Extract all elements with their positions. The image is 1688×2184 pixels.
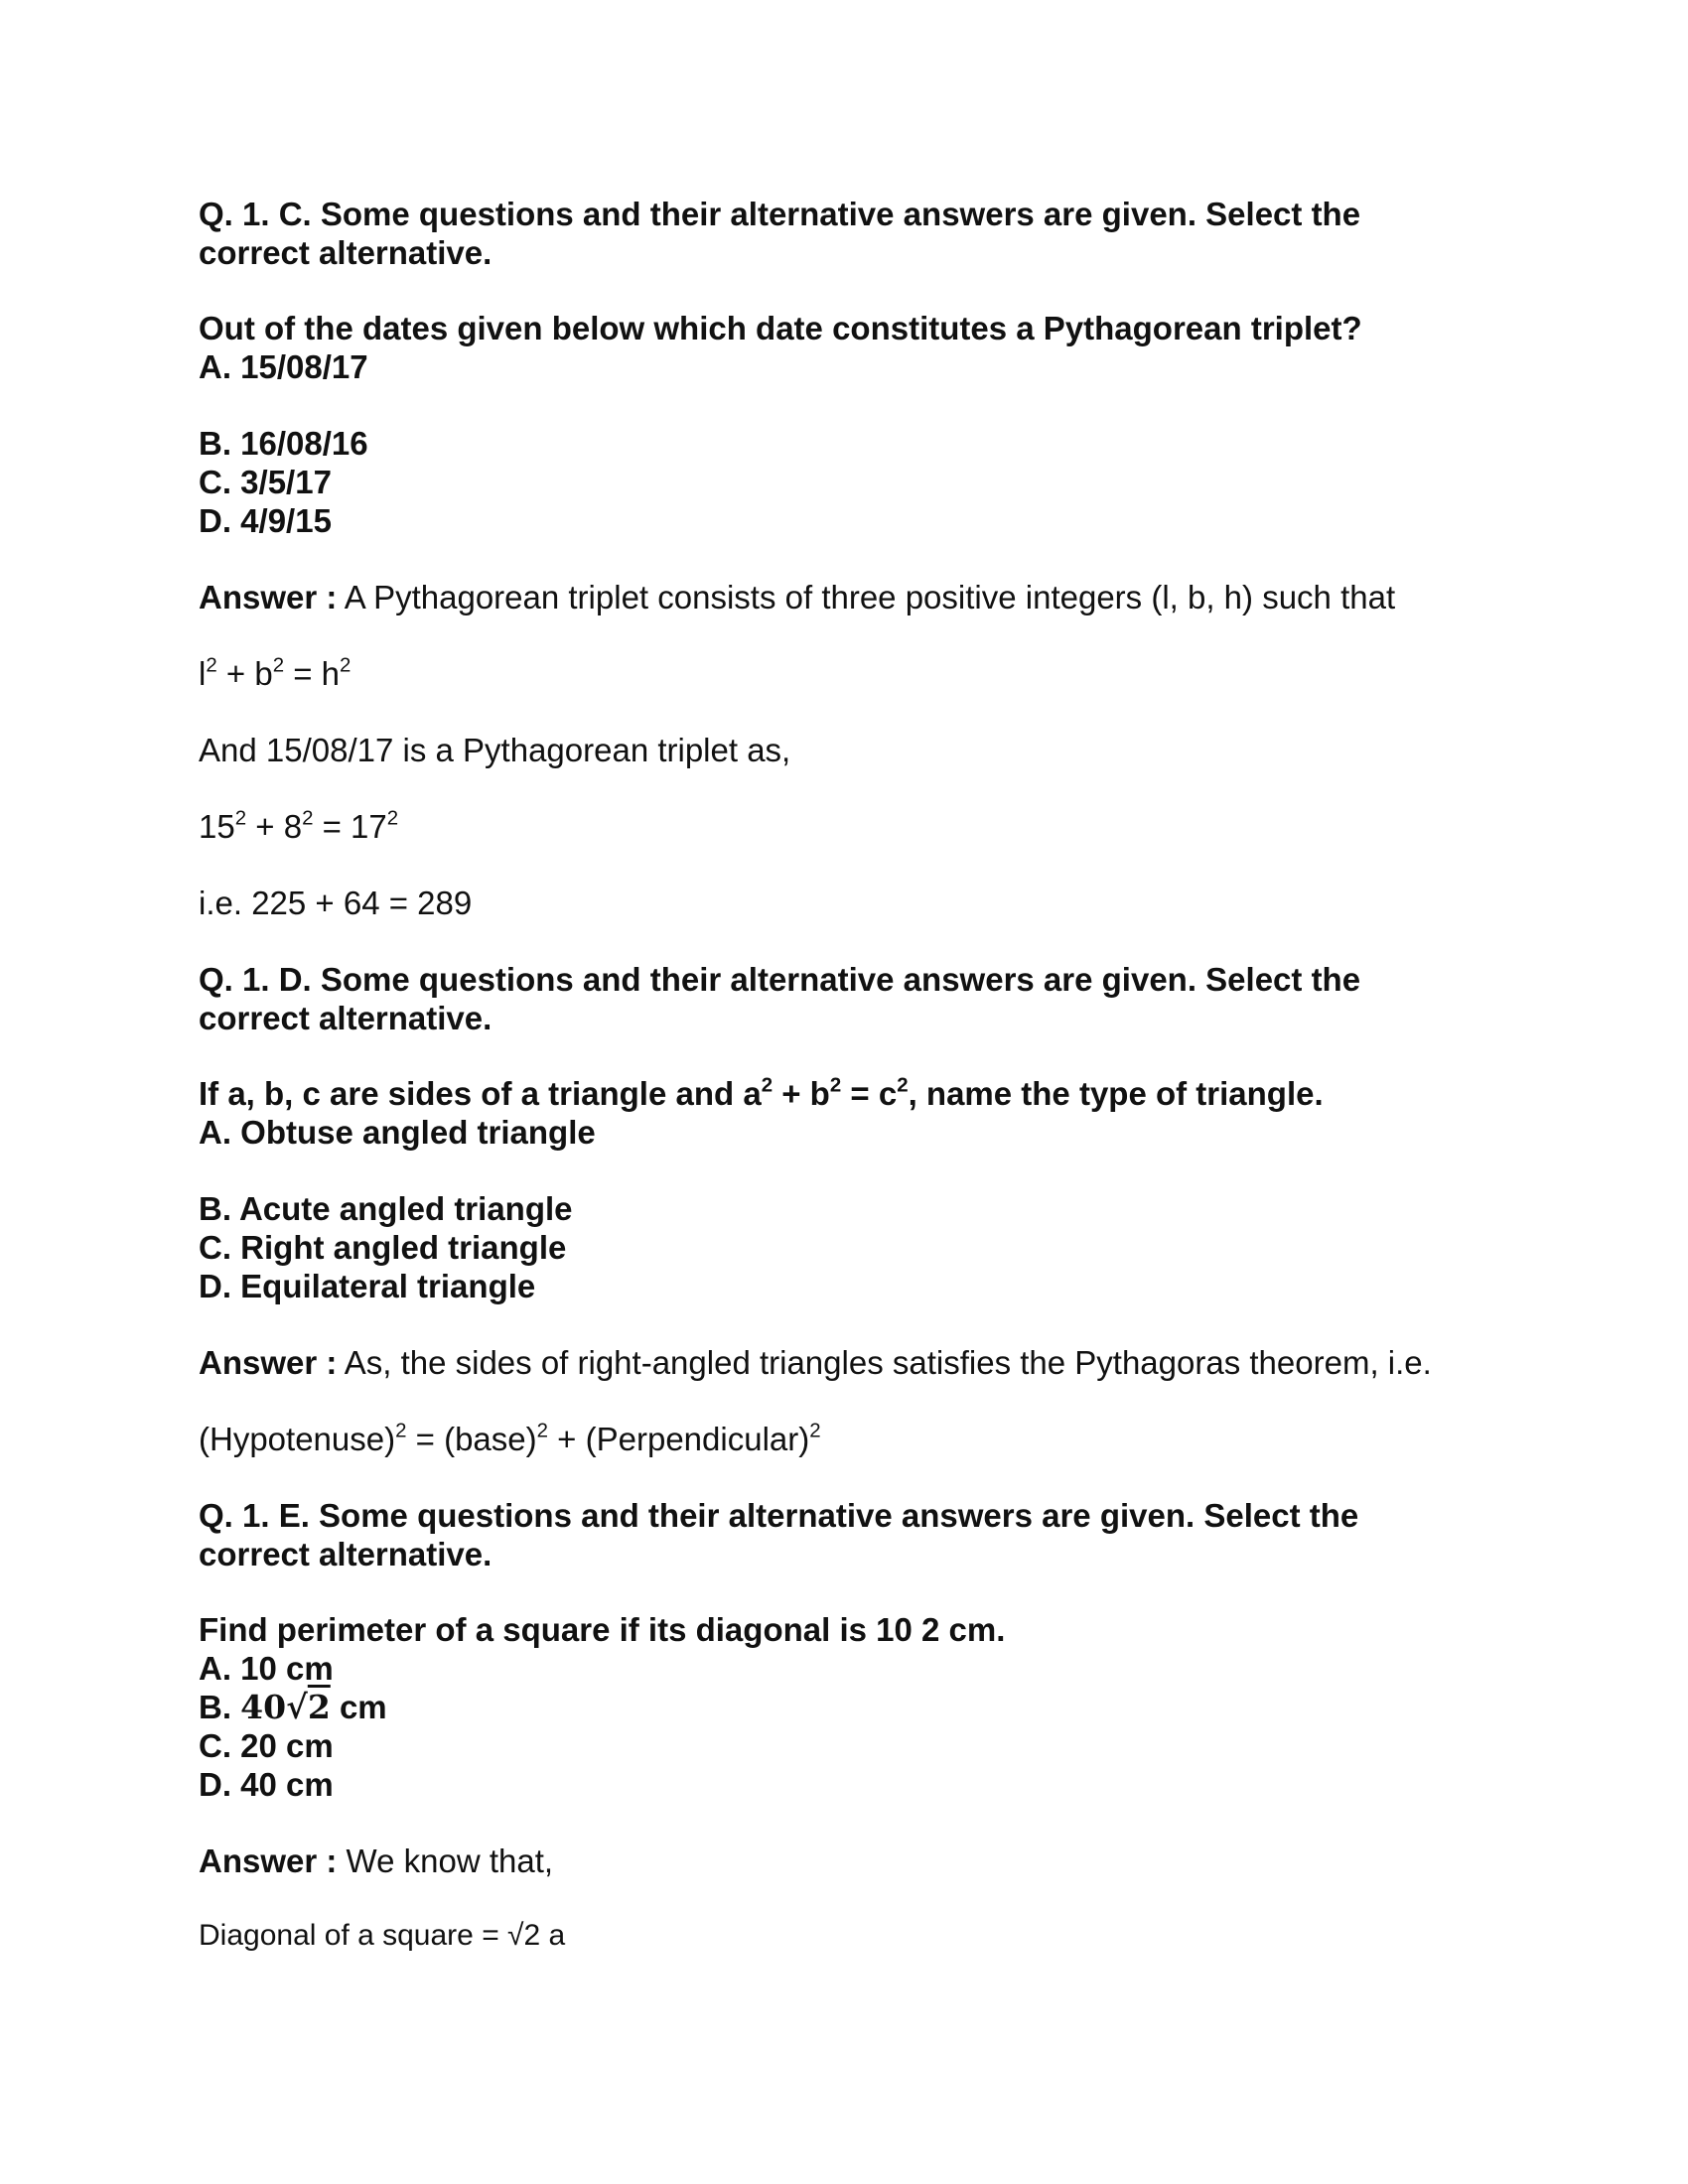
- question-1d-heading: [199, 960, 1509, 999]
- calc-term: 15: [199, 808, 235, 845]
- answer-label: Answer :: [199, 1344, 338, 1381]
- exponent: 2: [206, 653, 217, 677]
- triplet-result: i.e. 225 + 64 = 289: [199, 885, 473, 921]
- question-1c-heading-continued: [199, 233, 1509, 272]
- answer-text: A Pythagorean triplet consists of three positive integers (l, b, h) such that: [337, 579, 1396, 615]
- exponent: 2: [272, 653, 285, 677]
- option-suffix: cm: [330, 1689, 387, 1725]
- heading-line-1: Q. 1. C. Some questions and their alternative answers are given. Select the: [199, 196, 1361, 232]
- option-a: A. Obtuse angled triangle: [199, 1114, 596, 1151]
- exponent: 2: [536, 1419, 549, 1442]
- question-1c-text: Out of the dates given below which date constitutes a Pythagorean triplet?: [199, 310, 1362, 346]
- option-b: B. Acute angled triangle: [199, 1190, 573, 1227]
- formula-term: + (Perpendicular): [548, 1421, 810, 1457]
- exponent: 2: [340, 653, 352, 677]
- answer-1d: [199, 1343, 1509, 1382]
- exponent: 2: [809, 1419, 821, 1442]
- formula-term: = h: [284, 655, 341, 692]
- diagonal-formula: Diagonal of a square = √2 a: [199, 1919, 566, 1952]
- answer-1c: [199, 578, 1509, 616]
- option-d: D. 4/9/15: [199, 502, 332, 539]
- triplet-statement: And 15/08/17 is a Pythagorean triplet as,: [199, 732, 791, 768]
- heading-line-1: Q. 1. E. Some questions and their alternative answers are given. Select the: [199, 1497, 1359, 1534]
- question-part: , name the type of triangle.: [908, 1075, 1324, 1112]
- answer-text: We know that,: [337, 1843, 554, 1879]
- question-part: = c: [841, 1075, 898, 1112]
- question-1e-heading-continued: [199, 1535, 1509, 1573]
- option-c: C. 3/5/17: [199, 464, 332, 500]
- answer-text: As, the sides of right-angled triangles satisfies the Pythagoras theorem, i.e.: [337, 1344, 1432, 1381]
- coefficient: 40: [240, 1688, 287, 1726]
- option-a: A. 10 cm: [199, 1650, 334, 1687]
- exponent: 2: [234, 806, 247, 830]
- option-a: A. 15/08/17: [199, 348, 368, 385]
- question-part: If a, b, c are sides of a triangle and a: [199, 1075, 762, 1112]
- exponent: 2: [829, 1073, 842, 1097]
- answer-label: Answer :: [199, 1843, 338, 1879]
- option-d: D. Equilateral triangle: [199, 1268, 536, 1304]
- question-1c-heading: [199, 195, 1509, 233]
- pythagoras-theorem: [199, 1420, 1509, 1458]
- heading-line-1: Q. 1. D. Some questions and their alternative answers are given. Select the: [199, 961, 1361, 998]
- sqrt-symbol: √: [286, 1688, 308, 1726]
- formula-term: (Hypotenuse): [199, 1421, 396, 1457]
- document-page: [199, 195, 1509, 1954]
- option-c: C. 20 cm: [199, 1727, 334, 1764]
- option-prefix: B.: [199, 1689, 241, 1725]
- triplet-calculation: [199, 807, 1509, 846]
- pythagoras-formula: [199, 654, 1509, 693]
- radicand: 2: [307, 1688, 331, 1726]
- formula-term: + b: [216, 655, 273, 692]
- heading-line-2: correct alternative.: [199, 1000, 492, 1036]
- exponent: 2: [386, 806, 399, 830]
- formula-term: l: [199, 655, 207, 692]
- answer-1e: [199, 1842, 1509, 1880]
- option-b: [199, 1688, 1509, 1726]
- exponent: 2: [897, 1073, 909, 1097]
- formula-term: = (base): [406, 1421, 537, 1457]
- question-1e-text: Find perimeter of a square if its diagonal is 10 2 cm.: [199, 1611, 1006, 1648]
- option-d: D. 40 cm: [199, 1766, 334, 1803]
- answer-label: Answer :: [199, 579, 338, 615]
- question-part: + b: [773, 1075, 830, 1112]
- question-1d-text: [199, 1074, 1509, 1113]
- calc-term: = 17: [313, 808, 387, 845]
- option-b: B. 16/08/16: [199, 425, 368, 462]
- heading-line-2: correct alternative.: [199, 1536, 492, 1572]
- heading-line-2: correct alternative.: [199, 234, 492, 271]
- question-1d: [199, 960, 1509, 1458]
- question-1e: [199, 1496, 1509, 1954]
- exponent: 2: [302, 806, 314, 830]
- question-1e-heading: [199, 1496, 1509, 1535]
- exponent: 2: [761, 1073, 774, 1097]
- exponent: 2: [395, 1419, 407, 1442]
- option-c: C. Right angled triangle: [199, 1229, 567, 1266]
- question-1c: [199, 195, 1509, 922]
- calc-term: + 8: [246, 808, 303, 845]
- question-1d-heading-continued: [199, 999, 1509, 1037]
